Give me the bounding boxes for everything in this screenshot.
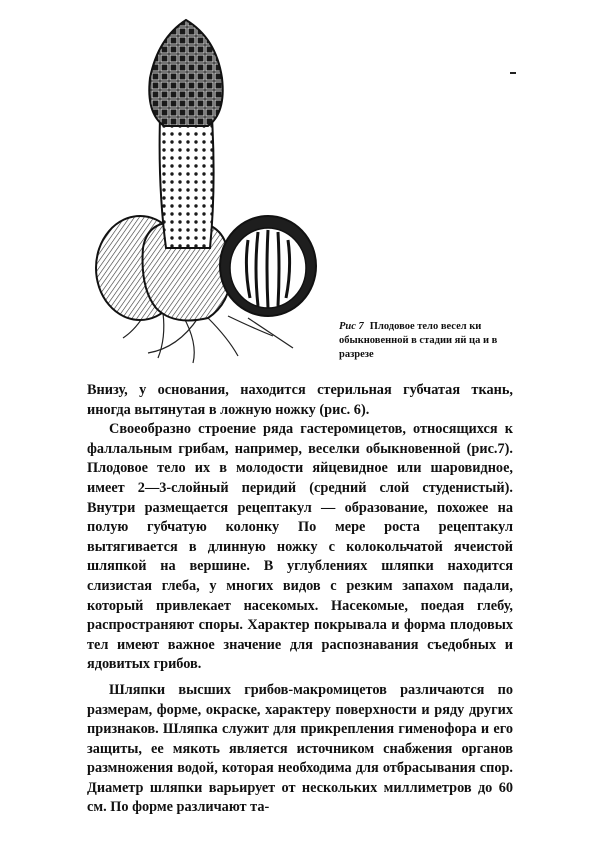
paragraph-2: Своеобразно строение ряда гастеромицетов, относящихся к фаллальным грибам, например, веселки обыкновенной (рис.7). Плодовое тело их в молодости яйцевидное или шаровидное, имеет 2—3-слойный перидий (средний слой студенистый). Внутри размещается рецептакул — образование, похожее на полую губчатую колонку По мере роста рецептакул вытягивается в длинную ножку с колокольчатой ячеистой шляпкой на вершине. В углублениях шляпки находится слизистая глеба, у многих видов с резким запахом падали, который привлекает насекомых. Насекомые, поедая глебу, распространяют споры. Характер покрывала и форма плодовых тел имеют важное значение для распознавания съедобных и ядовитых грибов. <box>87 421 513 673</box>
mushroom-illustration <box>88 18 328 370</box>
figure-caption-text: Плодовое тело весел ки обыкновенной в стадии яй ца и в разрезе <box>339 321 498 360</box>
figure-label: Рис 7 <box>339 321 364 332</box>
figure-illustration <box>88 18 328 370</box>
paragraph-3: Шляпки высших грибов-макромицетов различаются по размерам, форме, окраске, характеру поверхности и ряду других признаков. Шляпка служит для прикрепления гименофора и его защиты, ее мякоть является источником снабжения органов размножения водой, которая необходима для отбрасывания спор. Диаметр шляпки варьирует от нескольких миллиметров до 60 см. По форме различают та- <box>87 681 513 816</box>
page-mark <box>510 72 516 74</box>
body-text <box>87 381 513 818</box>
figure-caption <box>339 320 517 362</box>
paragraph-1: Внизу, у основания, находится стерильная губчатая ткань, иногда вытянутая в ложную ножку (рис. 6). <box>87 382 513 418</box>
